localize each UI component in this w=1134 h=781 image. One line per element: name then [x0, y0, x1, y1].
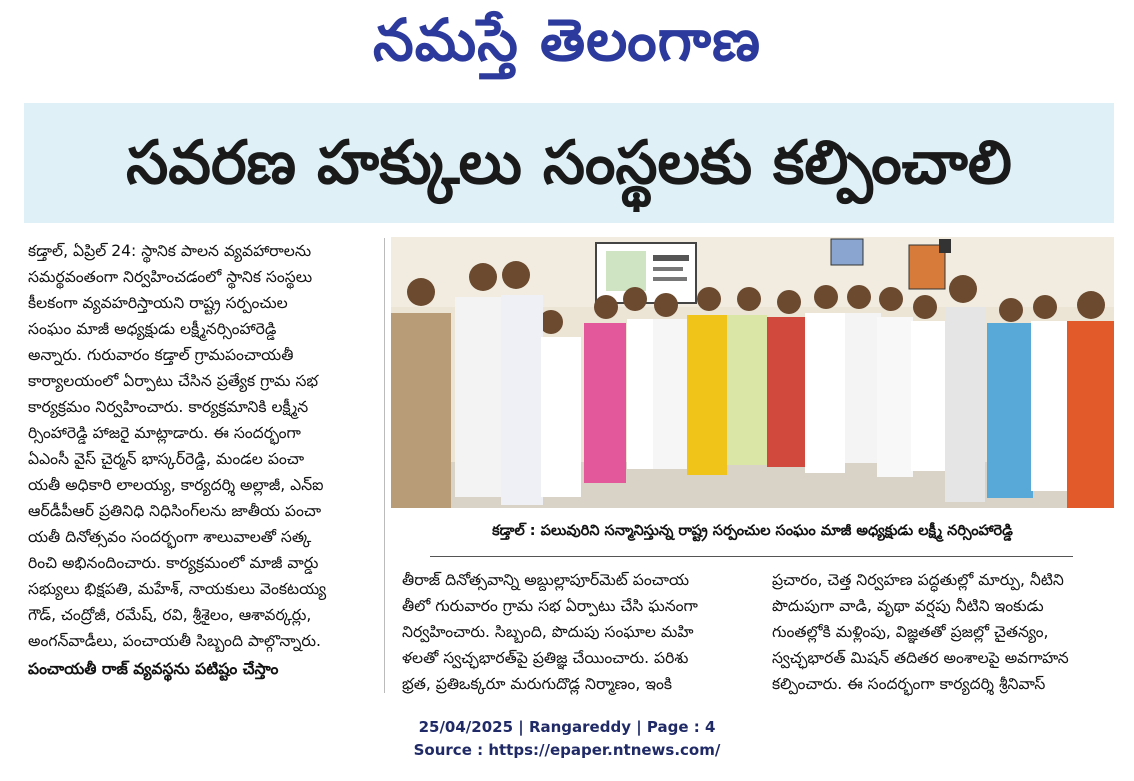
headline-banner: [24, 103, 1114, 223]
caption-divider: [430, 556, 1073, 557]
text-line: ఏఎంసీ వైస్ చైర్మన్ భాస్కర్‌రెడ్డి, మండల పంచా: [28, 450, 305, 468]
text-line: పొదుపుగా వాడి, వృథా వర్షపు నీటిని ఇంకుడు: [772, 597, 1044, 615]
article-left-column: [28, 238, 376, 682]
text-line: ఆర్‌డీపీఆర్ ప్రతినిధి నిధిసింగ్‌లను జాతీయ పంచా: [28, 502, 322, 520]
headline: సవరణ హక్కులు సంస్థలకు కల్పించాలి: [126, 128, 1012, 198]
text-line: భ్రత, ప్రతిఒక్కరూ మరుగుదొడ్ల నిర్మాణం, ఇంకి: [402, 675, 673, 693]
masthead: [0, 0, 1134, 90]
text-line: స్వచ్ఛభారత్ మిషన్ తదితర అంశాలపై అవగాహన: [772, 649, 1069, 667]
page-footer: [0, 716, 1134, 762]
text-line: కీలకంగా వ్యవహరిస్తాయని రాష్ట్ర సర్పంచుల: [28, 294, 288, 312]
group-photo-illustration: [391, 237, 1114, 508]
text-line: గౌడ్, చంద్రోజీ, రమేష్, రవి, శ్రీశైలం, ఆశావర్కర్లు,: [28, 606, 312, 624]
text-line: యతీ దినోత్సవం సందర్భంగా శాలువాలతో సత్క: [28, 528, 312, 546]
text-line: సభ్యులు భిక్షపతి, మహేశ్, నాయకులు వెంకటయ్య: [28, 580, 327, 598]
source-link[interactable]: Source : https://epaper.ntnews.com/: [413, 741, 721, 759]
text-line: తీలో గురువారం గ్రామ సభ ఏర్పాటు చేసి ఘనంగా: [402, 597, 698, 615]
subheading: పంచాయతీ రాజ్ వ్యవస్థను పటిష్టం చేస్తాం: [28, 660, 279, 678]
article-middle-column: [402, 567, 752, 697]
newspaper-logo: నమస్తే తెలంగాణ: [373, 6, 761, 74]
text-line: రించి అభినందించారు. కార్యక్రమంలో మాజీ వార్డు: [28, 554, 319, 572]
text-line: అన్నారు. గురువారం కడ్తాల్ గ్రామపంచాయతీ: [28, 346, 294, 364]
news-photo: [391, 237, 1114, 508]
text-line: కార్యక్రమం నిర్వహించారు. కార్యక్రమానికి లక్ష్మీన: [28, 398, 309, 416]
text-line: ళలతో స్వచ్ఛభారత్‌పై ప్రతిజ్ఞ చేయించారు. పరిశు: [402, 649, 689, 667]
text-line: నిర్వహించారు. సిబ్బంది, పొదుపు సంఘాల మహి: [402, 623, 694, 641]
article-right-column: [772, 567, 1117, 697]
text-line: యతీ అధికారి లాలయ్య, కార్యదర్శి అల్లాజీ, ఎన్ఐ: [28, 476, 324, 494]
photo-caption: కడ్తాల్ : పలువురిని సన్మానిస్తున్న రాష్ట్ర సర్పంచుల సంఘం మాజీ అధ్యక్షుడు లక్ష్మీ నర్సింహారెడ్డి: [492, 523, 1013, 539]
text-line: సంఘం మాజీ అధ్యక్షుడు లక్ష్మీనర్సింహారెడ్డి: [28, 320, 277, 338]
text-line: కార్యాలయంలో ఏర్పాటు చేసిన ప్రత్యేక గ్రామ సభ: [28, 372, 319, 390]
text-line: ర్సింహారెడ్డి హాజరై మాట్లాడారు. ఈ సందర్భంగా: [28, 424, 301, 442]
date-edition-page: 25/04/2025 | Rangareddy | Page : 4: [418, 718, 716, 736]
text-line: తీరాజ్ దినోత్సవాన్ని అబ్దుల్లాపూర్‌మెట్ పంచాయ: [402, 571, 689, 589]
text-line: అంగన్‌వాడీలు, పంచాయతీ సిబ్బంది పాల్గొన్నారు.: [28, 632, 321, 650]
text-line: కడ్తాల్, ఏప్రిల్ 24: స్థానిక పాలన వ్యవహారాలను: [28, 242, 312, 260]
text-line: సమర్థవంతంగా నిర్వహించడంలో స్థానిక సంస్థలు: [28, 268, 313, 286]
text-line: కల్పించారు. ఈ సందర్భంగా కార్యదర్శి శ్రీనివాస్: [772, 675, 1046, 693]
text-line: గుంతల్లోకి మళ్లింపు, విజ్ఞతతో ప్రజల్లో చైతన్యం,: [772, 623, 1049, 641]
column-divider: [384, 238, 385, 693]
text-line: ప్రచారం, చెత్త నిర్వహణ పద్ధతుల్లో మార్పు, నీటిని: [772, 571, 1064, 589]
